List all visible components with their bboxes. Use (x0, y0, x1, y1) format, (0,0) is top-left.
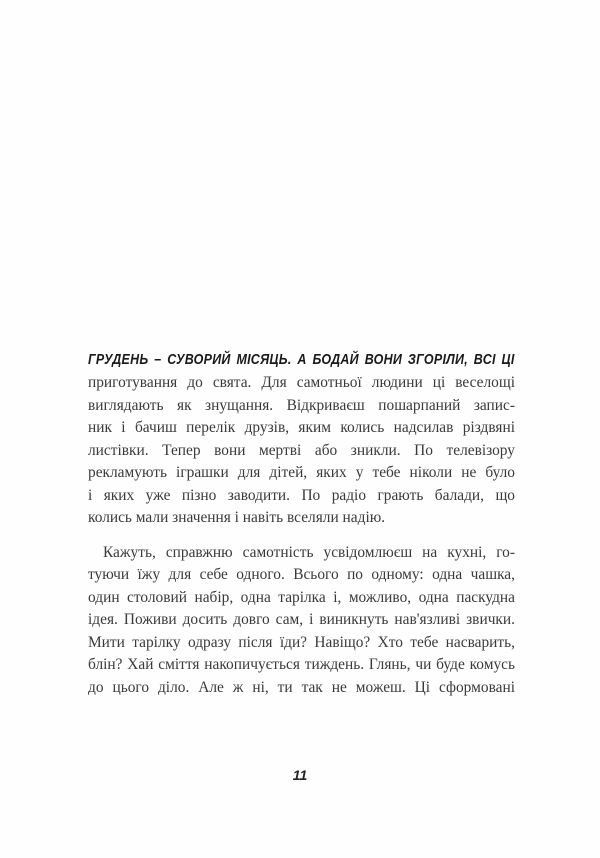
text-line: ідея. Поживи досить довго сам, і виникнуть нав'язливі звички. (88, 611, 515, 628)
text-line: і яких уже пізно заводити. По радіо грають балади, що (88, 487, 515, 504)
text-line: ник і бачиш перелік друзів, яким колись надсилав різдвяні (88, 419, 515, 436)
text-line: Мити тарілку одразу після їди? Навіщо? Хто тебе насварить, (88, 634, 515, 651)
text-line: рекламують іграшки для дітей, яких у тебе ніколи не було (88, 464, 515, 481)
text-line: туючи їжу для себе одного. Всього по одному: одна чашка, (88, 566, 515, 583)
text-line: блін? Хай сміття накопичується тиждень. Глянь, чи буде комусь (88, 656, 515, 673)
text-line: колись мали значення і навіть вселяли надію. (88, 509, 386, 526)
text-line: приготування до свята. Для самотньої людини ці веселощі (88, 374, 515, 391)
page-number: 11 (292, 767, 308, 783)
text-line: листівки. Тепер вони мертві або зникли. По телевізору (88, 442, 515, 459)
text-line: один столовий набір, одна тарілка і, можливо, одна паскудна (88, 589, 515, 606)
text-line: Кажуть, справжню самотність усвідомлюєш на кухні, го- (103, 544, 515, 561)
text-line: виглядають як знущання. Відкриваєш пошарпаний запис- (88, 397, 515, 414)
text-line: до цього діло. Але ж ні, ти так не можеш. Ці сформовані (88, 679, 515, 696)
chapter-opening-heading: ГРУДЕНЬ – СУВОРИЙ МІСЯЦЬ. А БОДАЙ ВОНИ ЗГОРІЛИ, ВСІ ЦІ (88, 352, 515, 368)
